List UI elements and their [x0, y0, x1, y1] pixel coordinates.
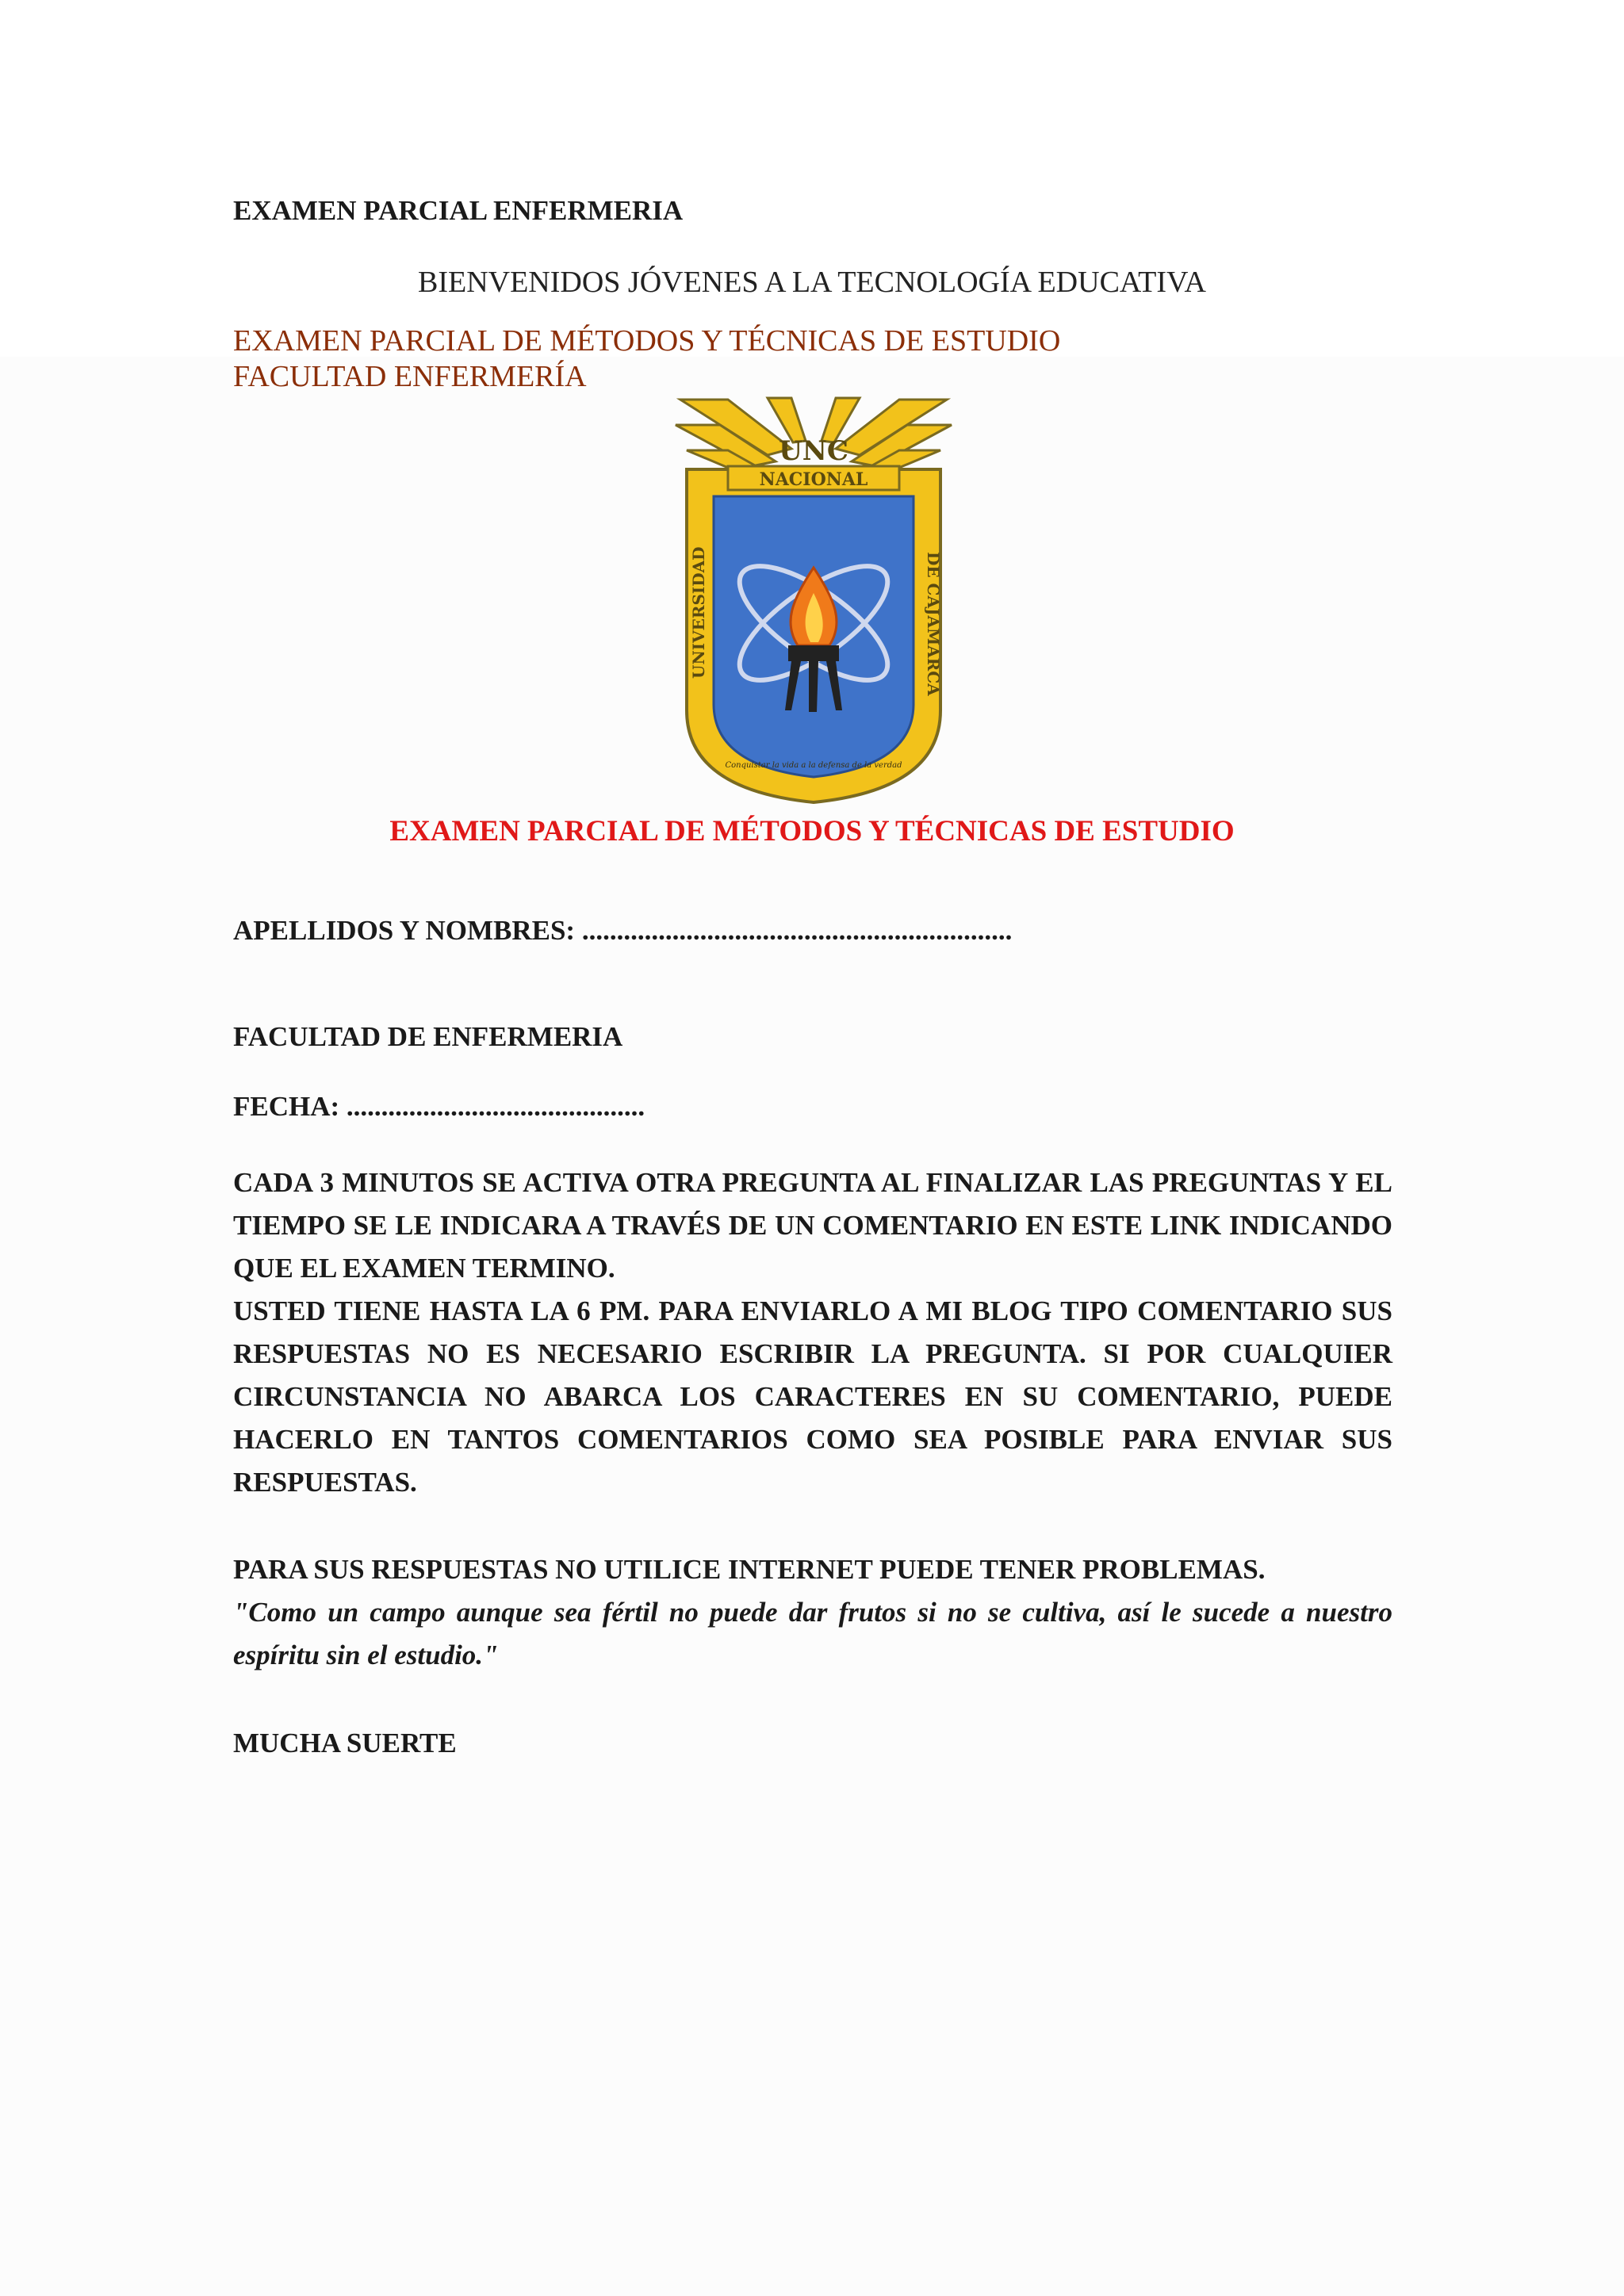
crest-svg [672, 393, 955, 806]
date-field: FECHA: ........................................... [233, 1091, 645, 1122]
closing-text: MUCHA SUERTE [233, 1728, 457, 1758]
document-title: EXAMEN PARCIAL ENFERMERIA [233, 195, 684, 226]
instructions-paragraph-2: USTED TIENE HASTA LA 6 PM. PARA ENVIARLO A MI BLOG TIPO COMENTARIO SUS RESPUESTAS NO ES NECESARIO ESCRIBIR LA PREGUNTA. SI POR CUALQUIER CIRCUNSTANCIA NO ABARCA LOS CARACTERES EN SU COMENTARIO, PUEDE HACERLO EN TANTOS COMENTARIOS COMO SEA POSIBLE PARA ENVIAR SUS RESPUESTAS. [233, 1295, 1392, 1498]
instructions-paragraph-1: CADA 3 MINUTOS SE ACTIVA OTRA PREGUNTA AL FINALIZAR LAS PREGUNTAS Y EL TIEMPO SE LE INDICARA A TRAVÉS DE UN COMENTARIO EN ESTE LINK INDICANDO QUE EL EXAMEN TERMINO. [233, 1167, 1392, 1284]
crest-banner-text: NACIONAL [759, 469, 868, 490]
crest-motto: Conquistar la vida a la defensa de la verdad [725, 761, 902, 770]
exam-title: EXAMEN PARCIAL DE MÉTODOS Y TÉCNICAS DE ESTUDIO [389, 815, 1235, 848]
welcome-heading: BIENVENIDOS JÓVENES A LA TECNOLOGÍA EDUCATIVA [418, 266, 1206, 299]
subheader-exam: EXAMEN PARCIAL DE MÉTODOS Y TÉCNICAS DE ESTUDIO [233, 324, 1061, 358]
subheader-faculty: FACULTAD ENFERMERÍA [233, 360, 587, 393]
motivational-quote: "Como un campo aunque sea fértil no puede dar frutos si no se cultiva, así le sucede a nuestro espíritu sin el estudio." [233, 1597, 1392, 1670]
crest-top-letters: UNC [779, 435, 848, 467]
crest-right-text: DE CAJAMARCA [924, 552, 943, 696]
course-subheader [233, 323, 1060, 395]
faculty-label: FACULTAD DE ENFERMERIA [233, 1021, 623, 1052]
internet-warning: PARA SUS RESPUESTAS NO UTILICE INTERNET PUEDE TENER PROBLEMAS. [233, 1554, 1266, 1585]
names-field: APELLIDOS Y NOMBRES: .............................................................. [233, 915, 1013, 946]
university-crest-icon [672, 393, 955, 806]
instructions [233, 1161, 1392, 1504]
crest-left-text: UNIVERSIDAD [689, 546, 708, 679]
